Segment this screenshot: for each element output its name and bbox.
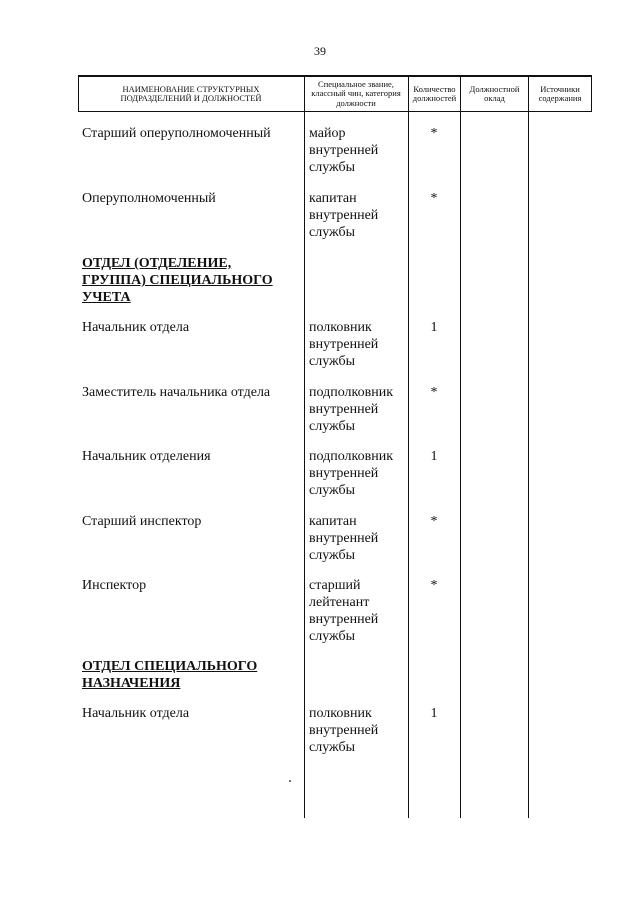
position-rank [309,190,401,241]
column-rule-1 [304,75,305,818]
position-count: * [430,514,438,529]
rank-line: внутренней [309,143,379,158]
rank-line: службы [309,419,356,434]
position-count: 1 [430,320,438,335]
position-count: 1 [430,449,438,464]
position-name: Инспектор [82,578,147,593]
header-text: содержания [538,93,582,103]
rank-line: службы [309,160,356,175]
section-heading-line: УЧЕТА [82,290,131,305]
header-rank-column [306,79,406,109]
table-header-rule [78,111,592,112]
rank-line: капитан [309,191,357,206]
position-count: * [430,126,438,141]
header-text: должностей [412,93,457,103]
header-name-column [80,79,302,109]
rank-line: подполковник [309,385,393,400]
header-salary-column [461,79,528,109]
rank-line: подполковник [309,449,393,464]
position-name: Старший оперуполномоченный [82,126,271,141]
column-rule-3 [460,75,461,818]
section-heading [82,658,302,692]
header-text: Источники [540,83,580,94]
position-rank [309,513,401,564]
position-name: Начальник отделения [82,449,211,464]
header-text: Специальное звание, [318,78,394,89]
position-name: Начальник отдела [82,706,190,721]
position-rank [309,577,401,645]
rank-line: службы [309,548,356,563]
position-rank [309,448,401,499]
rank-line: службы [309,740,356,755]
rank-line: капитан [309,514,357,529]
column-rule-right [591,75,592,112]
position-rank [309,705,401,756]
header-text: Количество [413,83,456,94]
rank-line: внутренней [309,531,379,546]
section-heading [82,255,302,306]
position-count: * [430,578,438,593]
section-heading-line: ГРУППА) СПЕЦИАЛЬНОГО [82,273,273,288]
header-text: оклад [484,93,505,103]
position-rank [309,125,401,176]
rank-line: внутренней [309,466,379,481]
rank-line: лейтенант [309,595,370,610]
rank-line: внутренней [309,612,379,627]
scan-speck [289,780,291,782]
page-number: 39 [314,44,326,58]
column-rule-4 [528,75,529,818]
section-heading-line: ОТДЕЛ (ОТДЕЛЕНИЕ, [82,256,232,271]
rank-line: службы [309,483,356,498]
rank-line: внутренней [309,402,379,417]
column-rule-2 [408,75,409,818]
rank-line: полковник [309,320,372,335]
rank-line: службы [309,354,356,369]
header-text: Должностной [469,83,520,94]
rank-line: старший [309,578,361,593]
header-text: НАИМЕНОВАНИЕ СТРУКТУРНЫХ [122,83,260,94]
column-rule-left [78,75,79,112]
staff-table [78,75,592,818]
header-text: должности [336,97,376,108]
position-rank [309,384,401,435]
header-text: ПОДРАЗДЕЛЕНИЙ И ДОЛЖНОСТЕЙ [120,93,262,103]
rank-line: службы [309,629,356,644]
rank-line: полковник [309,706,372,721]
header-count-column [409,79,460,109]
position-name: Начальник отдела [82,320,190,335]
section-heading-line: НАЗНАЧЕНИЯ [82,676,181,691]
position-count: * [430,385,438,400]
rank-line: службы [309,225,356,240]
rank-line: внутренней [309,208,379,223]
position-name: Заместитель начальника отдела [82,385,271,400]
header-text: классный чин, категория [311,88,401,99]
rank-line: внутренней [309,723,379,738]
position-rank [309,319,401,370]
rank-line: внутренней [309,337,379,352]
header-funding-column [529,79,591,109]
table-top-rule [78,75,592,77]
position-count: 1 [430,706,438,721]
position-count: * [430,191,438,206]
rank-line: майор [309,126,346,141]
position-name: Старший инспектор [82,514,202,529]
section-heading-line: ОТДЕЛ СПЕЦИАЛЬНОГО [82,659,258,674]
position-name: Оперуполномоченный [82,191,216,206]
